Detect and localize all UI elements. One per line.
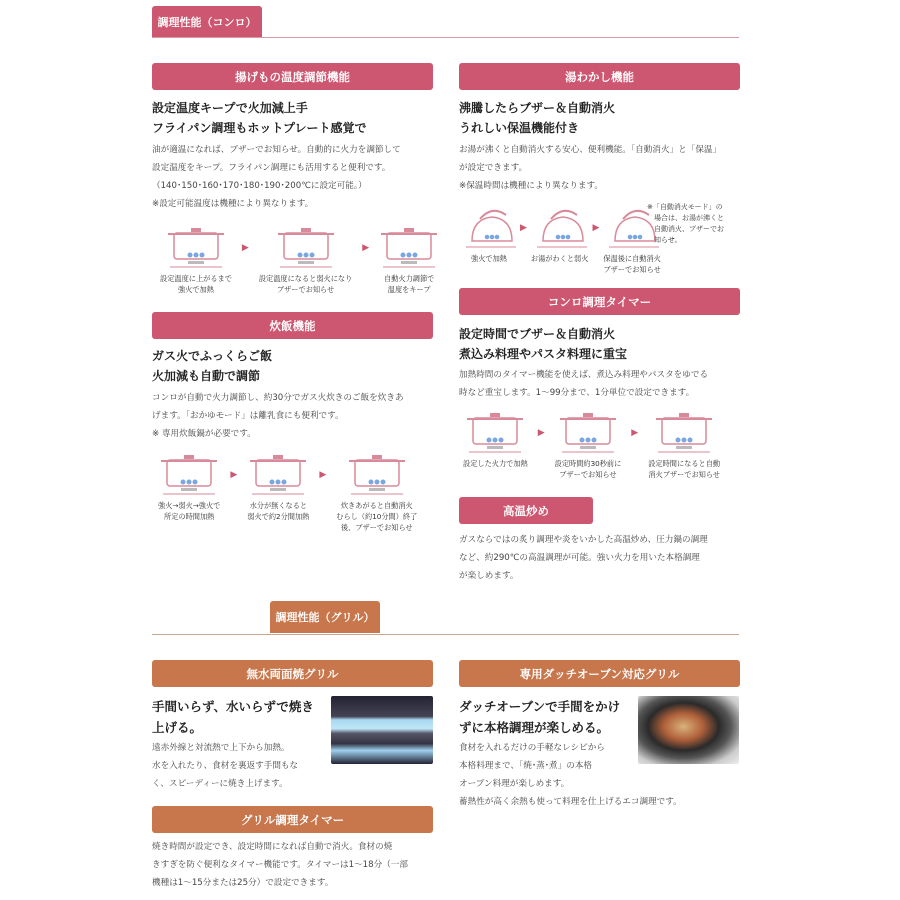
rice-pot-icon (248, 452, 308, 496)
arrow-icon: ▶ (520, 223, 527, 233)
step-caption: 水分が無くなると 弱火で約2分間加熱 (247, 501, 310, 521)
agemono-subtitle: 設定温度キープで火加減上手 フライパン調理もホットプレート感覚で (152, 101, 367, 135)
arrow-icon: ▶ (362, 243, 370, 253)
step-caption: 炊きあがると自動消火 むらし（約10分間）終了 後、ブザーでお知らせ (336, 501, 418, 532)
agemono-steps (160, 225, 439, 295)
pot-icon (465, 410, 525, 454)
section-tab-grill: 調理性能（グリル） (270, 601, 380, 633)
suihan-header: 炊飯機能 (152, 312, 433, 339)
dutch-body: 食材を入れるだけの手軽なレシピから 本格料理まで、「焼･蒸･煮」の本格 オーブン料理が楽しめます。 蓄熱性が高く余熱も使って料理を仕上げるエコ調理です。 (459, 743, 682, 807)
step-caption: 設定温度に上がるまで 強火で加熱 (160, 274, 232, 294)
dutch-oven-photo (638, 696, 739, 764)
yuwakashi-steps (462, 205, 661, 275)
step-caption: 設定温度になると弱火になり ブザーでお知らせ (258, 274, 353, 294)
kettle-icon (462, 205, 516, 249)
arrow-icon: ▶ (230, 470, 238, 480)
step-caption: 設定した火力で加熱 (463, 459, 528, 468)
grill-photo (331, 696, 433, 764)
yuwakashi-note: ※「自動消火モード」の 場合は、お湯が沸くと 自動消火、ブザーでお 知らせ。 (647, 203, 724, 244)
agemono-header: 揚げもの温度調節機能 (152, 63, 433, 90)
musui-header: 無水両面焼グリル (152, 660, 433, 687)
pot-icon (558, 410, 618, 454)
step-caption: 強火→弱火→強火で 所定の時間加熱 (158, 501, 221, 521)
agemono-body: 油が適温になれば、ブザーでお知らせ。自動的に火力を調節して 設定温度をキープ。フライパン調理にも活用すると便利です。 （140･150･160･170･180･190･200℃に設定可能。） ※設定可能温度は機種により異なります。 (152, 145, 401, 209)
arrow-icon: ▶ (537, 428, 545, 438)
suihan-subtitle: ガス火でふっくらご飯 火加減も自動で調節 (152, 349, 273, 383)
rice-pot-icon (347, 452, 407, 496)
section-divider (152, 37, 739, 38)
step-caption: 強火で加熱 (471, 254, 507, 263)
grill-timer-body: 焼き時間が設定でき、設定時間になれば自動で消火。食材の焼 きすぎを防ぐ便利なタイマー機能です。タイマーは1～18分（一部 機種は1～15分または25分）で設定できます。 (152, 842, 408, 888)
yuwakashi-body: お湯が沸くと自動消火する安心、便利機能。「自動消火」と「保温」 が設定できます。 ※保温時間は機種により異なります。 (459, 145, 722, 191)
musui-subtitle: 手間いらず、水いらずで焼き 上げる。 (152, 699, 314, 735)
arrow-icon: ▶ (631, 428, 639, 438)
pot-icon (276, 225, 336, 269)
konro-timer-steps (463, 410, 720, 480)
pot-icon (166, 225, 226, 269)
step-caption: 自動火力調節で 温度をキープ (384, 274, 435, 294)
section-tab-konro: 調理性能（コンロ） (152, 6, 262, 38)
arrow-icon: ▶ (319, 470, 327, 480)
musui-body: 遠赤外線と対流熱で上下から加熱。 水を入れたり、食材を裏返す手間もな く、スピーディーに焼き上げます。 (152, 743, 299, 789)
pot-icon (654, 410, 714, 454)
dutch-subtitle: ダッチオーブンで手間をかけ ずに本格調理が楽しめる。 (459, 699, 621, 735)
pot-icon (379, 225, 439, 269)
step-caption: 設定時間になると自動 消火ブザーでお知らせ (648, 459, 721, 479)
yuwakashi-subtitle: 沸騰したらブザー＆自動消火 うれしい保温機能付き (459, 101, 616, 135)
rice-pot-icon (159, 452, 219, 496)
section-divider (152, 634, 739, 635)
konro-timer-body: 加熱時間のタイマー機能を使えば、煮込み料理やパスタをゆでる 時など重宝します。1～99分まで、1分単位で設定できます。 (459, 370, 709, 398)
step-caption: お湯がわくと弱火 (530, 254, 589, 263)
kettle-icon (533, 205, 587, 249)
koon-header: 高温炒め (459, 497, 593, 524)
arrow-icon: ▶ (592, 223, 600, 233)
koon-body: ガスならではの炙り調理や炎をいかした高温炒め、圧力鍋の調理 など、約290℃の高温調理が可能。強い火力を用いた本格調理 が楽しめます。 (459, 535, 708, 581)
step-caption: 保温後に自動消火 ブザーでお知らせ (603, 254, 661, 274)
dutch-header: 専用ダッチオーブン対応グリル (459, 660, 740, 687)
suihan-body: コンロが自動で火力調節し、約30分でガス火炊きのご飯を炊きあ げます。「おかゆモード」は離乳食にも便利です。 ※ 専用炊飯鍋が必要です。 (152, 393, 404, 439)
konro-timer-header: コンロ調理タイマー (459, 288, 740, 315)
grill-timer-header: グリル調理タイマー (152, 806, 433, 833)
suihan-steps (158, 452, 417, 533)
yuwakashi-header: 湯わかし機能 (459, 63, 740, 90)
arrow-icon: ▶ (241, 243, 249, 253)
step-caption: 設定時間約30秒前に ブザーでお知らせ (554, 459, 622, 479)
konro-timer-subtitle: 設定時間でブザー＆自動消火 煮込み料理やパスタ料理に重宝 (459, 327, 628, 361)
